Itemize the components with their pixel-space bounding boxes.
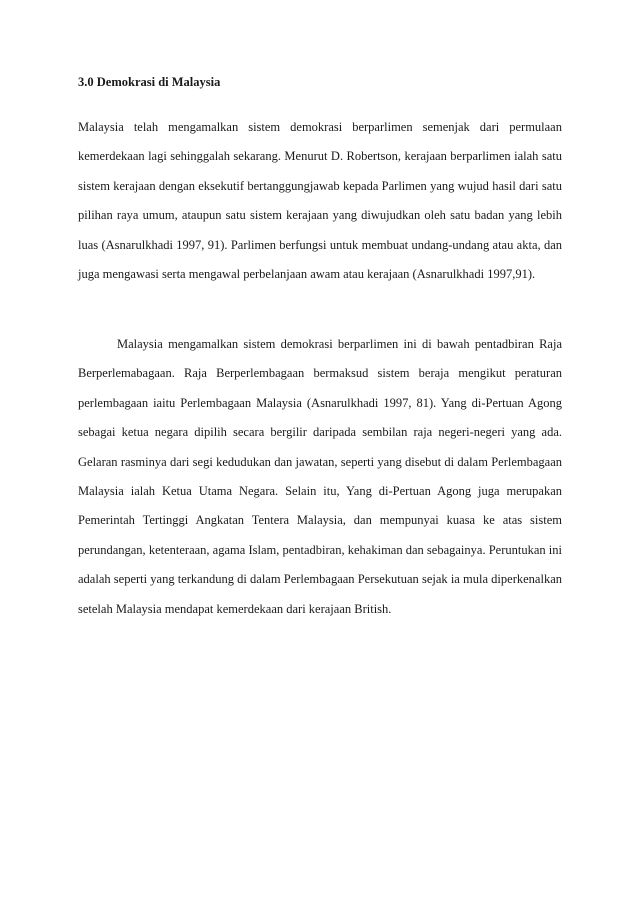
paragraph-2: Malaysia mengamalkan sistem demokrasi berparlimen ini di bawah pentadbiran Raja Berperlemabagaan. Raja Berperlembagaan bermaksud sistem beraja mengikut peraturan perlembagaan iaitu Perlembagaan Malaysia (Asnarulkhadi 1997, 81). Yang di-Pertuan Agong sebagai ketua negara dipilih secara bergilir daripada sembilan raja negeri-negeri yang ada. Gelaran rasminya dari segi kedudukan dan jawatan, seperti yang disebut di dalam Perlembagaan Malaysia ialah Ketua Utama Negara. Selain itu, Yang di-Pertuan Agong juga merupakan Pemerintah Tertinggi Angkatan Tentera Malaysia, dan mempunyai kuasa ke atas sistem perundangan, ketenteraan, agama Islam, pentadbiran, kehakiman dan sebagainya. Peruntukan ini adalah seperti yang terkandung di dalam Perlembagaan Persekutuan sejak ia mula diperkenalkan setelah Malaysia mendapat kemerdekaan dari kerajaan British. [78,337,562,616]
section-heading: 3.0 Demokrasi di Malaysia [78,75,221,89]
paragraph-1: Malaysia telah mengamalkan sistem demokrasi berparlimen semenjak dari permulaan kemerdekaan lagi sehinggalah sekarang. Menurut D. Robertson, kerajaan berparlimen ialah satu sistem kerajaan dengan eksekutif bertanggungjawab kepada Parlimen yang wujud hasil dari satu pilihan raya umum, ataupun satu sistem kerajaan yang diwujudkan oleh satu badan yang lebih luas (Asnarulkhadi 1997, 91). Parlimen berfungsi untuk membuat undang-undang atau akta, dan juga mengawasi serta mengawal perbelanjaan awam atau kerajaan (Asnarulkhadi 1997,91). [78,120,562,282]
